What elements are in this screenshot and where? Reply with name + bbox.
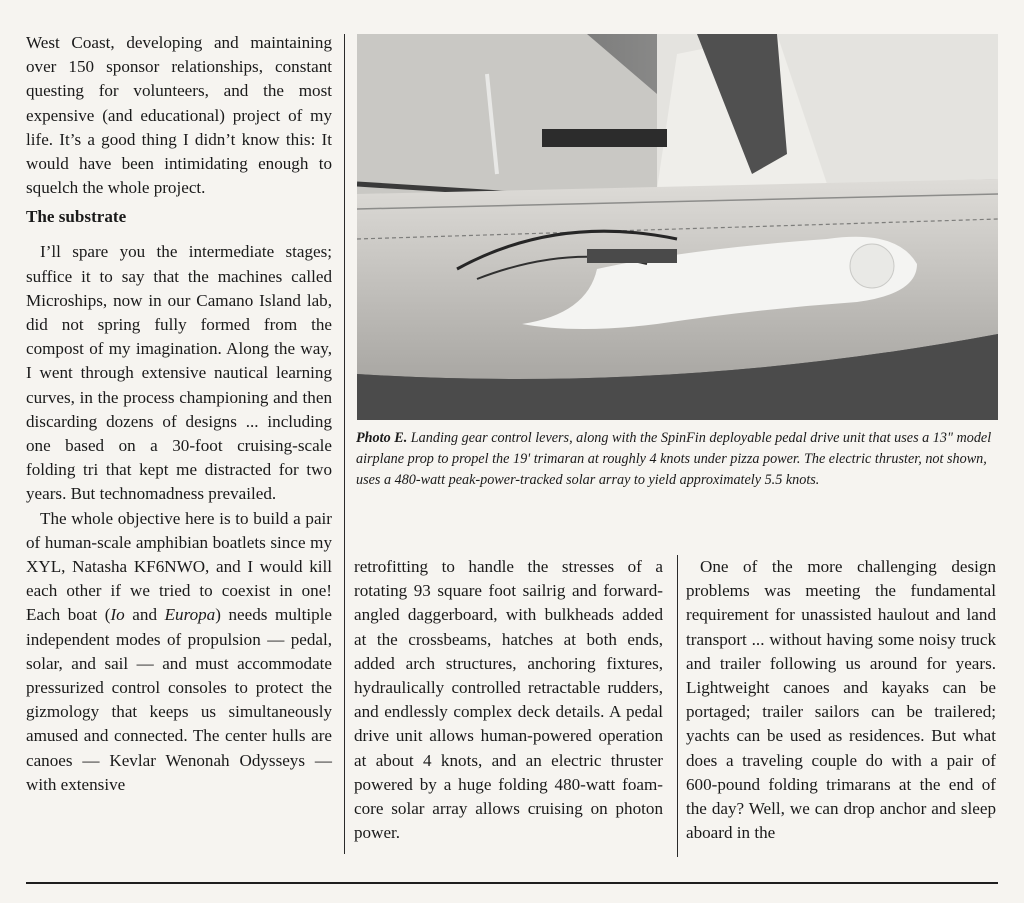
paragraph-design-problems: One of the more challenging design problems was meeting the fundamental requirement for unassisted haulout and land transport ... without having some noisy truck and trailer following us around for years. Lightweight canoes and kayaks can be portaged; trailer sailors can be trailered; yachts can be used as residences. But what does a traveling couple do with a pair of 600-pound folding trimarans at the end of the day? Well, we can drop anchor and sleep aboard in the [686, 557, 996, 843]
photo-e-image [357, 34, 998, 420]
photo-label: Photo E. [356, 430, 408, 446]
column-1 [26, 31, 332, 797]
paragraph-spare: I’ll spare you the intermediate stages; suffice it to say that the machines called Microships, now in our Camano Island lab, did not spring fully formed from the compost of my imagination. Along the way, I went through extensive nautical learning curves, in the process championing and then discarding dozens of designs ... including one based on a 30-foot cruising-scale folding tri that kept me distracted for two years. But technomadness prevailed. [26, 242, 332, 504]
section-heading: The substrate [26, 207, 127, 227]
paragraph-objective-and: and [124, 605, 165, 625]
column-divider-2 [677, 555, 678, 857]
paragraph-objective-part-b: ) needs multiple independent modes of propulsion — pedal, solar, and sail — and must accommodate pressurized control consoles to protect the gizmology that keeps us simultaneously amused and connected. The center hulls are canoes — Kevlar Wenonah Odysseys — with extensive [26, 605, 332, 794]
boat-name-europa: Europa [164, 605, 216, 625]
boat-name-io: Io [110, 605, 125, 625]
column-divider-1 [344, 34, 345, 854]
paragraph-objective-part-a: The whole objective here is to build a pair of human-scale amphibian boatlets since my XYL, Natasha KF6NWO, and I would kill each other if we tried to coexist in one! Each boat ( [26, 508, 332, 625]
paragraph-objective [26, 507, 332, 797]
paragraph-intro: West Coast, developing and maintaining over 150 sponsor relationships, constant questing for volunteers, and the most expensive (and educational) project of my life. It’s a good thing I didn’t know this: It would have been intimidating enough to squelch the whole project. [26, 33, 332, 198]
photo-caption [356, 428, 999, 490]
bottom-rule [26, 882, 998, 884]
paragraph-retrofitting: retrofitting to handle the stresses of a rotating 93 square foot sailrig and forward-angled daggerboard, with bulkheads added at the crossbeams, hatches at both ends, added arch structures, anchoring fixtures, hydraulically controlled retractable rudders, and endlessly complex deck details. A pedal drive unit allows human-powered operation at about 4 knots, and an electric thruster powered by a huge folding 480-watt foam-core solar array allows cruising on photon power. [354, 557, 663, 843]
column-2 [354, 555, 663, 845]
photo-caption-text: Landing gear control levers, along with the SpinFin deployable pedal drive unit that uses a 13" model airplane prop to propel the 19' trimaran at roughly 4 knots under pizza power. The electric thruster, not shown, uses a 480-watt peak-power-tracked solar array to yield approximately 5.5 knots. [356, 430, 992, 488]
column-3 [686, 555, 996, 845]
photo-e [357, 34, 998, 420]
